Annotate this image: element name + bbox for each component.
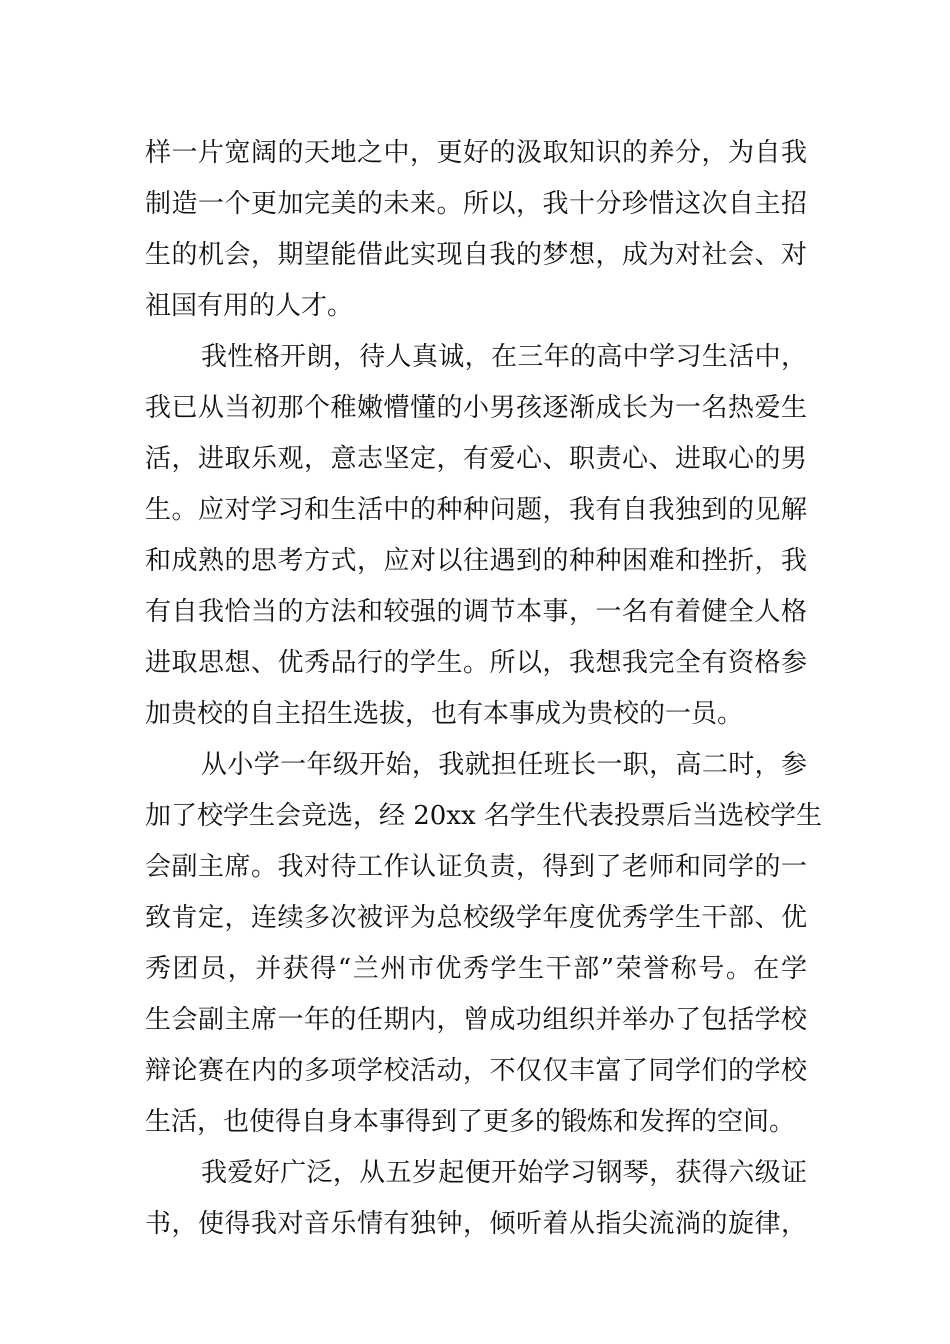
text-line: 秀团员，并获得“兰州市优秀学生干部”荣誉称号。在学 xyxy=(145,954,807,984)
text-line: 加了校学生会竞选，经 20xx 名学生代表投票后当选校学生 xyxy=(145,801,822,831)
paragraph-first-line: 从小学一年级开始，我就担任班长一职，高二时，参 xyxy=(201,750,807,780)
text-line: 有自我恰当的方法和较强的调节本事，一名有着健全人格 xyxy=(145,597,807,627)
text-line: 我已从当初那个稚嫩懵懂的小男孩逐渐成长为一名热爱生 xyxy=(145,393,807,423)
text-line: 样一片宽阔的天地之中，更好的汲取知识的养分，为自我 xyxy=(145,138,807,168)
text-line: 生会副主席一年的任期内，曾成功组织并举办了包括学校 xyxy=(145,1005,807,1035)
text-line: 进取思想、优秀品行的学生。所以，我想我完全有资格参 xyxy=(145,648,807,678)
text-line: 书，使得我对音乐情有独钟，倾听着从指尖流淌的旋律， xyxy=(145,1209,807,1239)
text-line: 辩论赛在内的多项学校活动，不仅仅丰富了同学们的学校 xyxy=(145,1056,807,1086)
text-line: 生。应对学习和生活中的种种问题，我有自我独到的见解 xyxy=(145,495,807,525)
text-line: 会副主席。我对待工作认证负责，得到了老师和同学的一 xyxy=(145,852,807,882)
paragraph-first-line: 我爱好广泛，从五岁起便开始学习钢琴，获得六级证 xyxy=(201,1158,807,1188)
text-line: 致肯定，连续多次被评为总校级学年度优秀学生干部、优 xyxy=(145,903,807,933)
paragraph-first-line: 我性格开朗，待人真诚，在三年的高中学习生活中， xyxy=(201,342,807,372)
text-line: 和成熟的思考方式，应对以往遇到的种种困难和挫折，我 xyxy=(145,546,807,576)
text-line: 祖国有用的人才。 xyxy=(145,291,354,321)
text-line: 生的机会，期望能借此实现自我的梦想，成为对社会、对 xyxy=(145,240,807,270)
text-line: 生活，也使得自身本事得到了更多的锻炼和发挥的空间。 xyxy=(145,1107,796,1137)
text-line: 活，进取乐观，意志坚定，有爱心、职责心、进取心的男 xyxy=(145,444,807,474)
text-line: 制造一个更加完美的未来。所以，我十分珍惜这次自主招 xyxy=(145,189,807,219)
text-line: 加贵校的自主招生选拔，也有本事成为贵校的一员。 xyxy=(145,699,744,729)
body-text xyxy=(145,128,822,1250)
